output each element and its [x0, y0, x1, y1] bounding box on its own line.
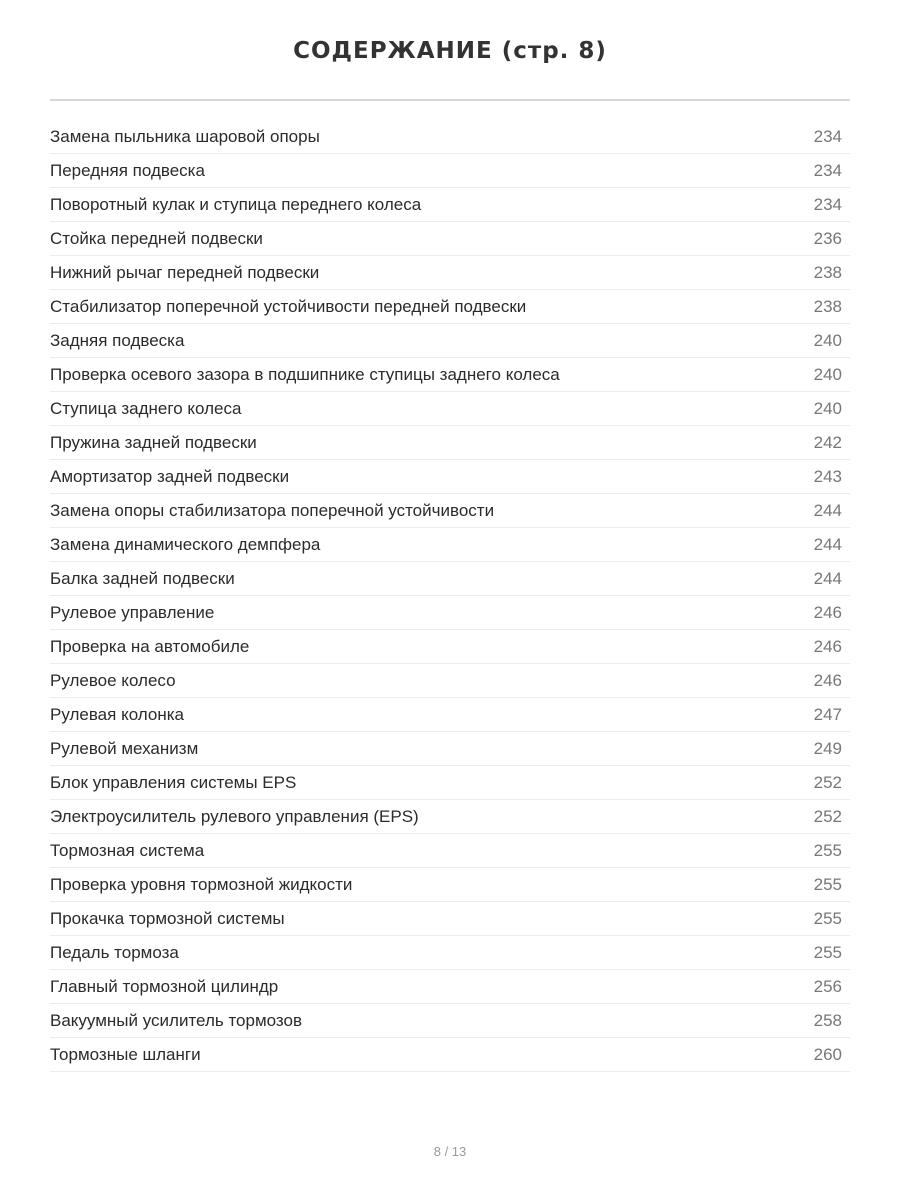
- toc-entry-page: 244: [813, 534, 842, 554]
- toc-entry-title: Рулевой механизм: [50, 738, 199, 758]
- toc-entry-page: 243: [813, 466, 842, 486]
- toc-entry[interactable]: [50, 290, 850, 324]
- toc-entry-title: Поворотный кулак и ступица переднего колеса: [50, 194, 422, 214]
- toc-entry-page: 258: [813, 1010, 842, 1030]
- toc-entry-title: Амортизатор задней подвески: [50, 466, 290, 486]
- toc-entry[interactable]: [50, 154, 850, 188]
- toc-entry-page: 246: [813, 670, 842, 690]
- toc-entry-title: Рулевое управление: [50, 602, 215, 622]
- toc-entry[interactable]: [50, 698, 850, 732]
- toc-entry[interactable]: [50, 120, 850, 154]
- toc-entry-page: 234: [813, 194, 842, 214]
- toc-entry-page: 238: [813, 296, 842, 316]
- toc-entry-title: Рулевая колонка: [50, 704, 184, 724]
- toc-entry-title: Проверка на автомобиле: [50, 636, 250, 656]
- toc-entry-title: Балка задней подвески: [50, 568, 235, 588]
- toc-entry-page: 252: [813, 772, 842, 792]
- toc-entry[interactable]: [50, 970, 850, 1004]
- toc-entry-title: Замена динамического демпфера: [50, 534, 321, 554]
- toc-entry[interactable]: [50, 664, 850, 698]
- toc-entry[interactable]: [50, 460, 850, 494]
- toc-entry-title: Педаль тормоза: [50, 942, 179, 962]
- toc-entry[interactable]: [50, 392, 850, 426]
- toc-entry-page: 236: [813, 228, 842, 248]
- toc-entry-title: Передняя подвеска: [50, 160, 205, 180]
- toc-entry[interactable]: [50, 324, 850, 358]
- title-divider: [50, 99, 850, 101]
- toc-entry-title: Вакуумный усилитель тормозов: [50, 1010, 302, 1030]
- toc-entry[interactable]: [50, 358, 850, 392]
- toc-entry-title: Блок управления системы EPS: [50, 772, 297, 792]
- toc-entry[interactable]: [50, 596, 850, 630]
- toc-entry-title: Тормозная система: [50, 840, 205, 860]
- toc-entry-title: Прокачка тормозной системы: [50, 908, 285, 928]
- toc-entry[interactable]: [50, 868, 850, 902]
- toc-entry[interactable]: [50, 426, 850, 460]
- toc-entry-page: 246: [813, 636, 842, 656]
- toc-entry-title: Проверка уровня тормозной жидкости: [50, 874, 353, 894]
- toc-entry[interactable]: [50, 766, 850, 800]
- toc-entry-page: 255: [813, 942, 842, 962]
- toc-entry-page: 242: [813, 432, 842, 452]
- toc-entry[interactable]: [50, 528, 850, 562]
- toc-entry-title: Главный тормозной цилиндр: [50, 976, 279, 996]
- toc-entry-title: Рулевое колесо: [50, 670, 176, 690]
- toc-entry[interactable]: [50, 188, 850, 222]
- toc-entry-page: 238: [813, 262, 842, 282]
- toc-entry[interactable]: [50, 936, 850, 970]
- toc-entry[interactable]: [50, 562, 850, 596]
- toc-entry[interactable]: [50, 494, 850, 528]
- toc-entry-page: 255: [813, 840, 842, 860]
- toc-entry-title: Ступица заднего колеса: [50, 398, 242, 418]
- toc-entry-page: 252: [813, 806, 842, 826]
- toc-entry-title: Стабилизатор поперечной устойчивости передней подвески: [50, 296, 527, 316]
- page-title: СОДЕРЖАНИЕ (стр. 8): [293, 38, 607, 64]
- toc-entry-page: 260: [813, 1044, 842, 1064]
- toc-entry[interactable]: [50, 630, 850, 664]
- toc-entry[interactable]: [50, 222, 850, 256]
- toc-entry-page: 255: [813, 908, 842, 928]
- toc-entry-page: 249: [813, 738, 842, 758]
- toc-entry-page: 240: [813, 398, 842, 418]
- toc-entry-title: Проверка осевого зазора в подшипнике ступицы заднего колеса: [50, 364, 560, 384]
- toc-entry[interactable]: [50, 800, 850, 834]
- toc-entry-title: Пружина задней подвески: [50, 432, 257, 452]
- toc-entry-page: 240: [813, 330, 842, 350]
- toc-entry-page: 240: [813, 364, 842, 384]
- toc-entry-page: 256: [813, 976, 842, 996]
- toc-entry-page: 244: [813, 568, 842, 588]
- toc-entry-title: Замена опоры стабилизатора поперечной устойчивости: [50, 500, 495, 520]
- toc-entry-page: 234: [813, 160, 842, 180]
- toc-entry-title: Тормозные шланги: [50, 1044, 201, 1064]
- toc-entry-page: 246: [813, 602, 842, 622]
- toc-entry[interactable]: [50, 834, 850, 868]
- page-counter: 8 / 13: [433, 1144, 467, 1159]
- toc-entry-page: 255: [813, 874, 842, 894]
- toc-entry[interactable]: [50, 732, 850, 766]
- toc-entry-page: 244: [813, 500, 842, 520]
- toc-entry[interactable]: [50, 1004, 850, 1038]
- toc-entry-title: Стойка передней подвески: [50, 228, 263, 248]
- toc-entry-title: Замена пыльника шаровой опоры: [50, 126, 320, 146]
- toc-entry[interactable]: [50, 1038, 850, 1072]
- toc-entry-page: 247: [813, 704, 842, 724]
- toc-entry[interactable]: [50, 256, 850, 290]
- toc-entry-page: 234: [813, 126, 842, 146]
- toc-entry-title: Электроусилитель рулевого управления (EPS): [50, 806, 419, 826]
- toc-entry-title: Нижний рычаг передней подвески: [50, 262, 320, 282]
- toc-entry[interactable]: [50, 902, 850, 936]
- toc-entry-title: Задняя подвеска: [50, 330, 185, 350]
- table-of-contents: [50, 120, 850, 1072]
